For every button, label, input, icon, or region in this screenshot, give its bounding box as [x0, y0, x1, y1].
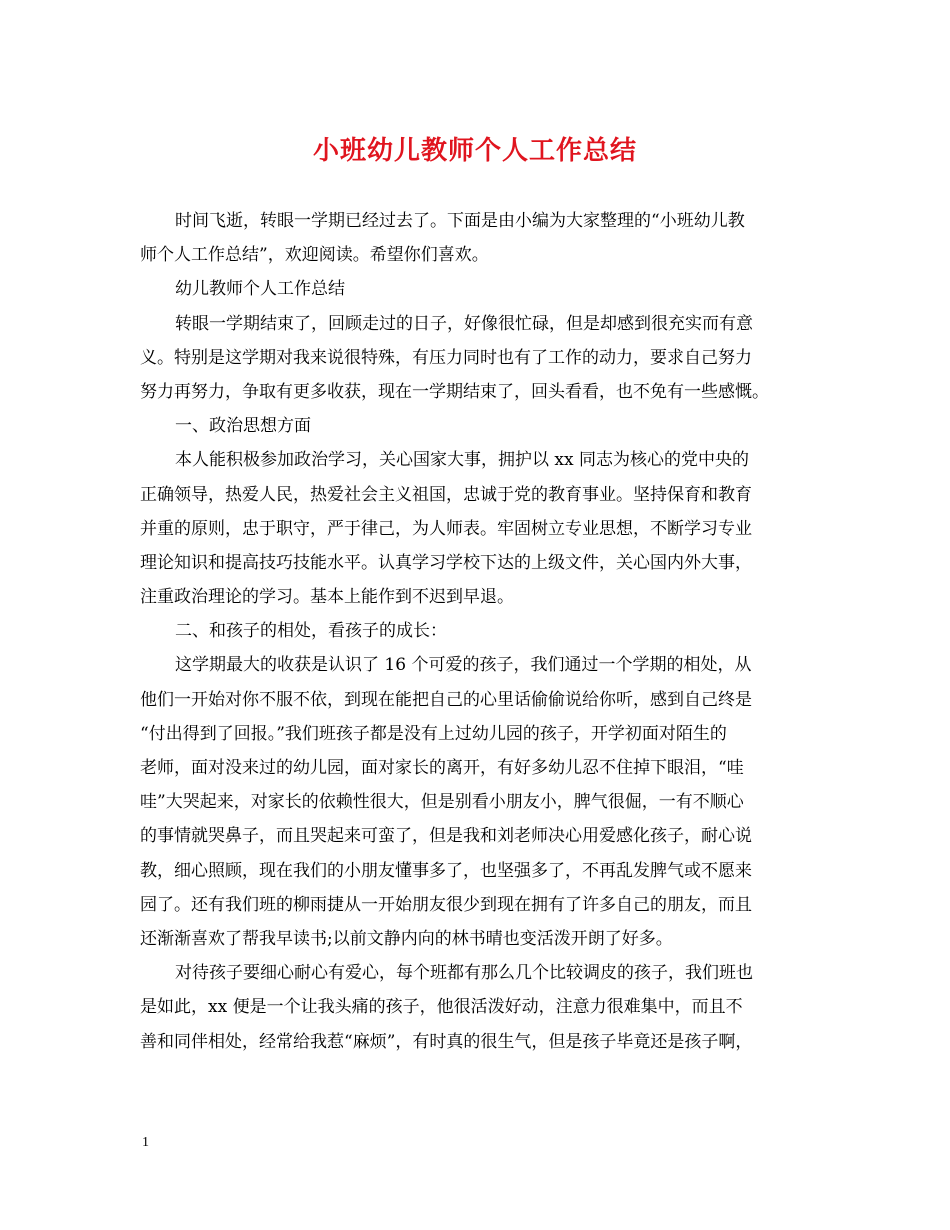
text-line: 并重的原则，忠于职守，严于律己，为人师表。牢固树立专业思想，不断学习专业	[140, 518, 752, 539]
document-body	[140, 204, 820, 1059]
text-line: 二、和孩子的相处，看孩子的成长：	[175, 621, 447, 642]
text-line: 的事情就哭鼻子，而且哭起来可蛮了，但是我和刘老师决心用爱感化孩子，耐心说	[140, 826, 752, 847]
text-line: 一、政治思想方面	[175, 416, 311, 437]
page-number: 1	[142, 1135, 149, 1150]
text-line: 他们一开始对你不服不依，到现在能把自己的心里话偷偷说给你听，感到自己终是	[140, 689, 752, 710]
document-title: 小班幼儿教师个人工作总结	[312, 136, 637, 166]
text-line: 正确领导，热爱人民，热爱社会主义祖国，忠诚于党的教育事业。坚持保育和教育	[140, 484, 752, 505]
text-line: “付出得到了回报。”我们班孩子都是没有上过幼儿园的孩子，开学初面对陌生的	[140, 723, 727, 744]
text-line: 这学期最大的收获是认识了 16 个可爱的孩子，我们通过一个学期的相处，从	[175, 655, 752, 676]
text-line: 幼儿教师个人工作总结	[175, 279, 345, 300]
text-line: 教，细心照顾，现在我们的小朋友懂事多了，也坚强多了，不再乱发脾气或不愿来	[140, 860, 752, 881]
text-line: 还渐渐喜欢了帮我早读书;以前文静内向的林书晴也变活泼开朗了好多。	[140, 928, 673, 949]
text-line: 老师，面对没来过的幼儿园，面对家长的离开，有好多幼儿忍不住掉下眼泪，“哇	[140, 758, 744, 778]
text-line: 注重政治理论的学习。基本上能作到不迟到早退。	[140, 587, 514, 608]
text-line: 努力再努力，争取有更多收获，现在一学期结束了，回头看看，也不免有一些感慨。	[140, 381, 769, 402]
text-line: 是如此，xx 便是一个让我头痛的孩子，他很活泼好动，注意力很难集中，而且不	[140, 997, 743, 1018]
text-line: 园了。还有我们班的柳雨捷从一开始朋友很少到现在拥有了许多自己的朋友，而且	[140, 894, 752, 915]
text-line: 师个人工作总结”，欢迎阅读。希望你们喜欢。	[140, 245, 489, 266]
text-line: 理论知识和提高技巧技能水平。认真学习学校下达的上级文件，关心国内外大事，	[140, 552, 752, 573]
text-line: 善和同伴相处，经常给我惹“麻烦”，有时真的很生气，但是孩子毕竟还是孩子啊，	[140, 1031, 753, 1052]
text-line: 对待孩子要细心耐心有爱心，每个班都有那么几个比较调皮的孩子，我们班也	[175, 963, 753, 984]
text-line: 义。特别是这学期对我来说很特殊，有压力同时也有了工作的动力，要求自己努力	[140, 347, 752, 368]
text-line: 时间飞逝，转眼一学期已经过去了。下面是由小编为大家整理的“小班幼儿教	[175, 211, 745, 231]
text-line: 转眼一学期结束了，回顾走过的日子，好像很忙碌，但是却感到很充实而有意	[175, 313, 753, 334]
text-line: 哇”大哭起来，对家长的依赖性很大，但是别看小朋友小，脾气很倔，一有不顺心	[140, 792, 744, 813]
text-line: 本人能积极参加政治学习，关心国家大事，拥护以 xx 同志为核心的党中央的	[175, 450, 749, 471]
